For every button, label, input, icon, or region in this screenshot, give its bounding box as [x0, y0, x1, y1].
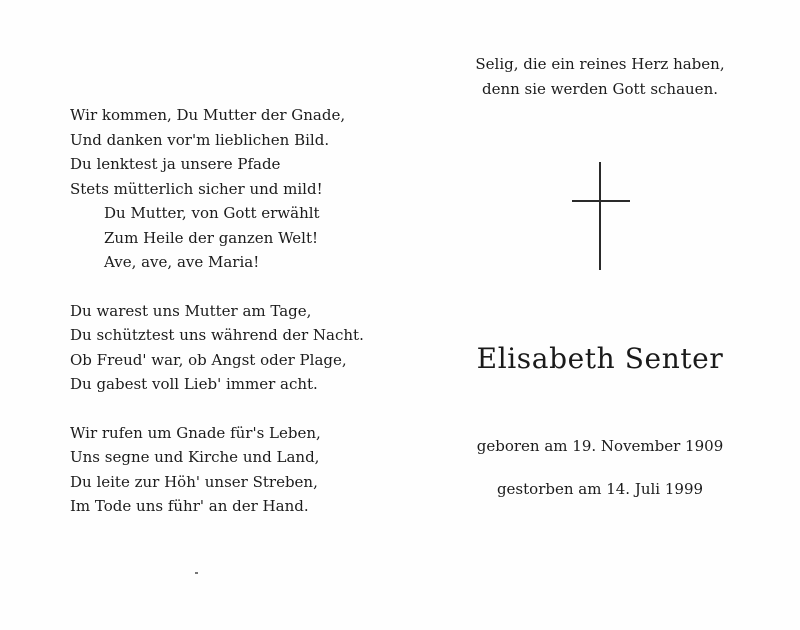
- death-date: gestorben am 14. Juli 1999: [496, 480, 704, 498]
- poem-line: Ave, ave, ave Maria!: [104, 253, 260, 271]
- poem-line: Wir rufen um Gnade für's Leben,: [70, 423, 321, 442]
- poem-line: Du lenktest ja unsere Pfade: [70, 155, 281, 173]
- poem: [70, 103, 390, 543]
- print-speck: [195, 572, 198, 574]
- poem-line: Du gabest voll Lieb' immer acht.: [70, 375, 318, 393]
- birth-date: geboren am 19. November 1909: [476, 437, 724, 455]
- poem-line: Stets mütterlich sicher und mild!: [70, 179, 323, 198]
- poem-line: Im Tode uns führ' an der Hand.: [70, 497, 309, 515]
- bible-verse-line: Selig, die ein reines Herz haben,: [475, 55, 725, 73]
- bible-verse-line: denn sie werden Gott schauen.: [481, 80, 718, 98]
- poem-line: Und danken vor'm lieblichen Bild.: [70, 130, 330, 149]
- poem-stanza: [70, 103, 390, 275]
- poem-line: Du schütztest uns während der Nacht.: [70, 326, 364, 344]
- poem-line: Uns segne und Kirche und Land,: [70, 448, 320, 466]
- poem-stanza: [70, 299, 390, 397]
- deceased-name: Elisabeth Senter: [476, 342, 724, 375]
- poem-stanza: [70, 421, 390, 519]
- poem-line: Du Mutter, von Gott erwählt: [104, 204, 320, 222]
- poem-line: Du warest uns Mutter am Tage,: [70, 301, 312, 320]
- cross-icon: [572, 162, 630, 270]
- bible-verse: [440, 52, 760, 102]
- poem-line: Zum Heile der ganzen Welt!: [104, 228, 319, 247]
- poem-line: Ob Freud' war, ob Angst oder Plage,: [70, 350, 347, 369]
- right-page: [440, 0, 760, 630]
- poem-line: Wir kommen, Du Mutter der Gnade,: [70, 106, 346, 124]
- poem-line: Du leite zur Höh' unser Streben,: [70, 472, 318, 491]
